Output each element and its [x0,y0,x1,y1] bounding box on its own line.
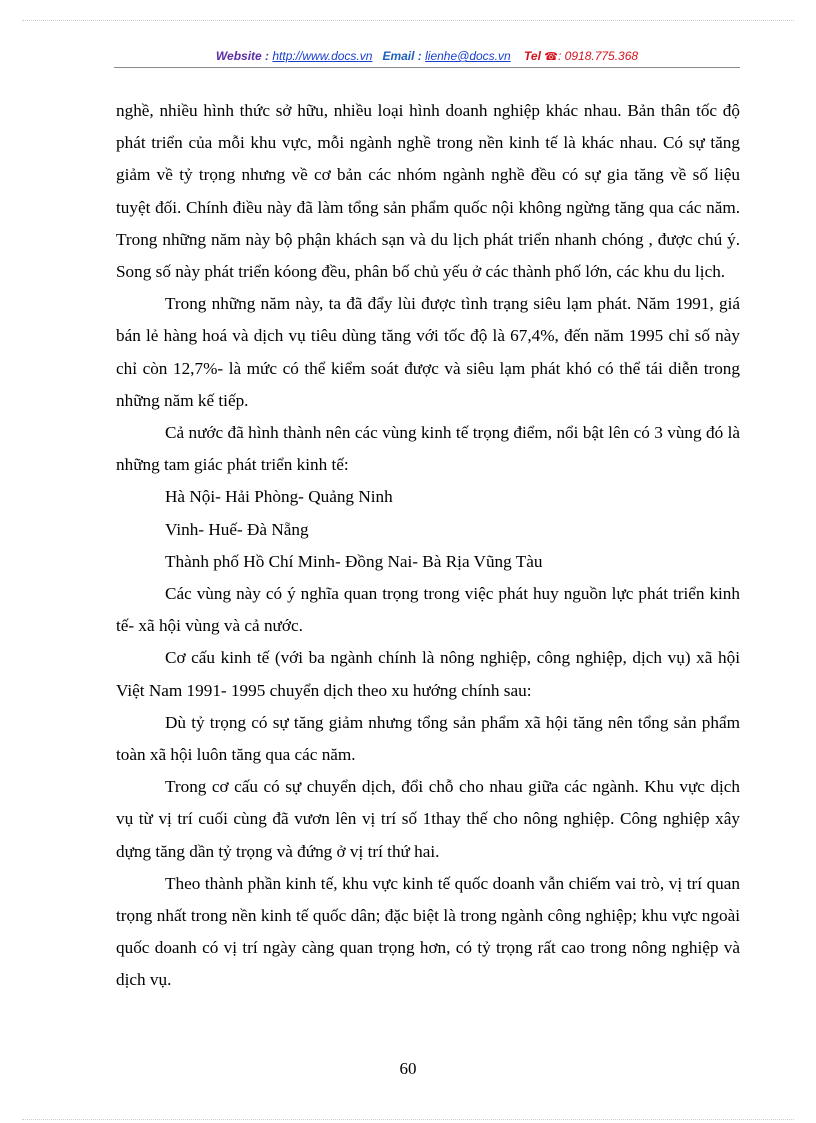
paragraph-inflation: Trong những năm này, ta đã đẩy lùi được tình trạng siêu lạm phát. Năm 1991, giá bán lẻ hàng hoá và dịch vụ tiêu dùng tăng với tốc độ là 67,4%, đến năm 1995 chỉ số này chỉ còn 12,7%- là mức có thể kiểm soát được và siêu lạm phát khó có thể tái diễn trong những năm kế tiếp. [116,294,740,410]
email-link[interactable]: lienhe@docs.vn [425,49,511,63]
page-number: 60 [399,1059,417,1078]
paragraph-continuation: nghề, nhiều hình thức sở hữu, nhiều loại hình doanh nghiệp khác nhau. Bản thân tốc độ phát triển của mỗi khu vực, mỗi ngành nghề trong nền kinh tế là khác nhau. Có sự tăng giảm về tỷ trọng nhưng về cơ bản các nhóm ngành nghề đều có sự gia tăng về số liệu tuyệt đối. Chính điều này đã làm tổng sản phẩm quốc nội không ngừng tăng qua các năm. Trong những năm này bộ phận khách sạn và du lịch phát triển nhanh chóng , được chú ý. Song số này phát triển kóong đều, phân bố chủ yếu ở các thành phố lớn, các khu du lịch. [116,101,740,282]
website-separator: : [261,49,273,63]
website-label: Website [215,49,262,63]
phone-icon: ☎ [544,51,558,63]
paragraph-total-product: Dù tỷ trọng có sự tăng giảm nhưng tổng sản phẩm xã hội tăng nên tổng sản phẩm toàn xã hội luôn tăng qua các năm. [116,712,740,765]
website-link[interactable]: http://www.docs.vn [272,49,373,63]
region-item-central: Vinh- Huế- Đà Nẵng [165,519,309,539]
tel-label: Tel [524,49,541,63]
tel-value: : 0918.775.368 [558,49,639,63]
email-separator: : [414,49,426,63]
paragraph-ownership-sectors: Theo thành phần kinh tế, khu vực kinh tế quốc doanh vẫn chiếm vai trò, vị trí quan trọng nhất trong nền kinh tế quốc dân; đặc biệt là trong ngành công nghiệp; khu vực ngoài quốc doanh có vị trí ngày càng quan trọng hơn, có tỷ trọng rất cao trong nông nghiệp và dịch vụ. [116,873,740,990]
paragraph-economic-structure: Cơ cấu kinh tế (với ba ngành chính là nông nghiệp, công nghiệp, dịch vụ) xã hội Việt Nam 1991- 1995 chuyển dịch theo xu hướng chính sau: [116,648,740,700]
region-item-south: Thành phố Hồ Chí Minh- Đồng Nai- Bà Rịa Vũng Tàu [165,551,543,571]
email-label: Email [382,49,415,63]
paragraph-region-significance: Các vùng này có ý nghĩa quan trọng trong việc phát huy nguồn lực phát triển kinh tế- xã hội vùng và cả nước. [116,584,740,636]
region-item-north: Hà Nội- Hải Phòng- Quảng Ninh [165,487,393,507]
header-divider [114,67,740,68]
page-header [114,47,740,66]
paragraph-key-regions: Cả nước đã hình thành nên các vùng kinh tế trọng điểm, nổi bật lên có 3 vùng đó là những tam giác phát triển kinh tế: [116,423,740,475]
document-body [116,95,740,997]
paragraph-sector-shift: Trong cơ cấu có sự chuyển dịch, đổi chỗ cho nhau giữa các ngành. Khu vực dịch vụ từ vị trí cuối cùng đã vươn lên vị trí số 1thay thế cho nông nghiệp. Công nghiệp xây dựng tăng dần tỷ trọng và đứng ở vị trí thứ hai. [116,777,740,861]
